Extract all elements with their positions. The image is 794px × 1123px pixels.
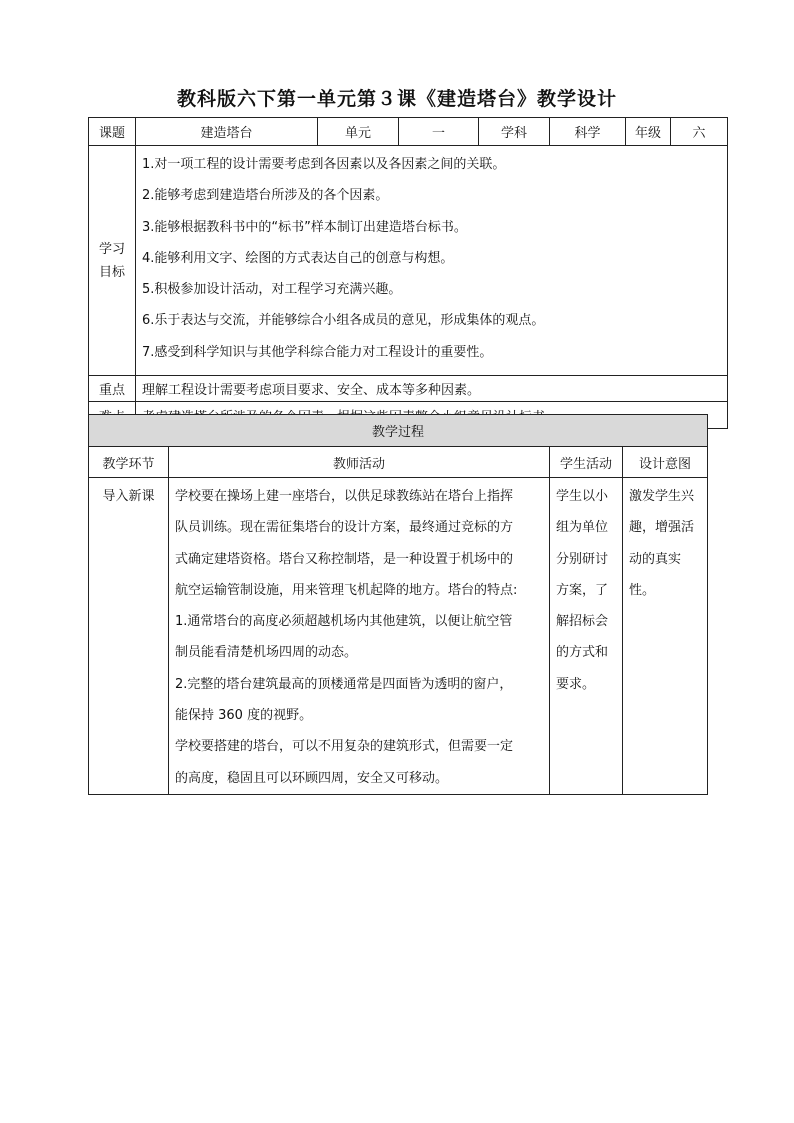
column-header-student: 学生活动	[550, 447, 623, 478]
objective-item: 7.感受到科学知识与其他学科综合能力对工程设计的重要性。	[142, 344, 493, 360]
subject-label: 学科	[479, 118, 550, 146]
teacher-activity-cell	[169, 478, 550, 795]
objective-item: 3.能够根据教科书中的“标书”样本制订出建造塔台标书。	[142, 219, 467, 235]
student-line: 解招标会	[556, 614, 609, 630]
subject-value: 科学	[550, 118, 626, 146]
key-point-text: 理解工程设计需要考虑项目要求、安全、成本等多种因素。	[136, 376, 728, 402]
page-title: 教科版六下第一单元第３课《建造塔台》教学设计	[176, 88, 617, 110]
objective-item: 6.乐于表达与交流，并能够综合小组各成员的意见，形成集体的观点。	[142, 313, 545, 329]
student-line: 要求。	[556, 676, 596, 692]
teacher-line: 航空运输管制设施，用来管理飞机起降的地方。塔台的特点:	[175, 582, 518, 598]
objective-item: 2.能够考虑到建造塔台所涉及的各个因素。	[142, 188, 389, 204]
teacher-line: 式确定建塔资格。塔台又称控制塔，是一种设置于机场中的	[175, 551, 514, 567]
grade-value: 六	[671, 118, 728, 146]
student-line: 学生以小	[556, 489, 609, 504]
objectives-label-line1: 学习	[98, 241, 125, 257]
student-line: 方案，了	[556, 582, 609, 598]
teacher-line: 队员训练。现在需征集塔台的设计方案，最终通过竞标的方	[175, 520, 514, 536]
objective-item: 1.对一项工程的设计需要考虑到各因素以及各因素之间的关联。	[142, 157, 506, 172]
topic-label: 课题	[89, 118, 136, 146]
student-line: 组为单位	[556, 520, 609, 536]
lesson-info-table	[88, 117, 728, 429]
column-header-teacher: 教师活动	[169, 447, 550, 478]
design-intent-cell	[623, 478, 708, 795]
teacher-line: 1.通常塔台的高度必须超越机场内其他建筑，以便让航空管	[175, 614, 513, 630]
objectives-label	[89, 146, 136, 376]
intent-line: 趣，增强活	[629, 520, 695, 536]
student-line: 分别研讨	[556, 551, 609, 567]
intent-line: 动的真实性。	[629, 551, 682, 598]
objective-item: 4.能够利用文字、绘图的方式表达自己的创意与构想。	[142, 250, 454, 266]
teacher-line: 的高度，稳固且可以环顾四周，安全又可移动。	[175, 770, 449, 786]
grade-label: 年级	[626, 118, 671, 146]
stage-cell: 导入新课	[89, 478, 169, 795]
column-header-stage: 教学环节	[89, 447, 169, 478]
intent-line: 激发学生兴	[629, 489, 695, 504]
column-header-intent: 设计意图	[623, 447, 708, 478]
teacher-line: 制员能看清楚机场四周的动态。	[175, 645, 358, 661]
key-point-label: 重点	[89, 376, 136, 402]
objectives-list	[136, 146, 728, 376]
teacher-line: 学校要在操场上建一座塔台，以供足球教练站在塔台上指挥	[175, 489, 514, 504]
process-header: 教学过程	[89, 415, 708, 447]
topic-value: 建造塔台	[136, 118, 318, 146]
objective-item: 5.积极参加设计活动，对工程学习充满兴趣。	[142, 282, 402, 298]
teacher-line: 能保持 360 度的视野。	[175, 708, 313, 724]
teacher-line: 学校要搭建的塔台，可以不用复杂的建筑形式，但需要一定	[175, 739, 514, 755]
student-activity-cell	[550, 478, 623, 795]
student-line: 的方式和	[556, 645, 609, 661]
teaching-process-table	[88, 414, 708, 795]
teacher-line: 2.完整的塔台建筑最高的顶楼通常是四面皆为透明的窗户，	[175, 676, 513, 692]
objectives-label-line2: 目标	[98, 264, 125, 280]
unit-value: 一	[399, 118, 479, 146]
unit-label: 单元	[318, 118, 399, 146]
